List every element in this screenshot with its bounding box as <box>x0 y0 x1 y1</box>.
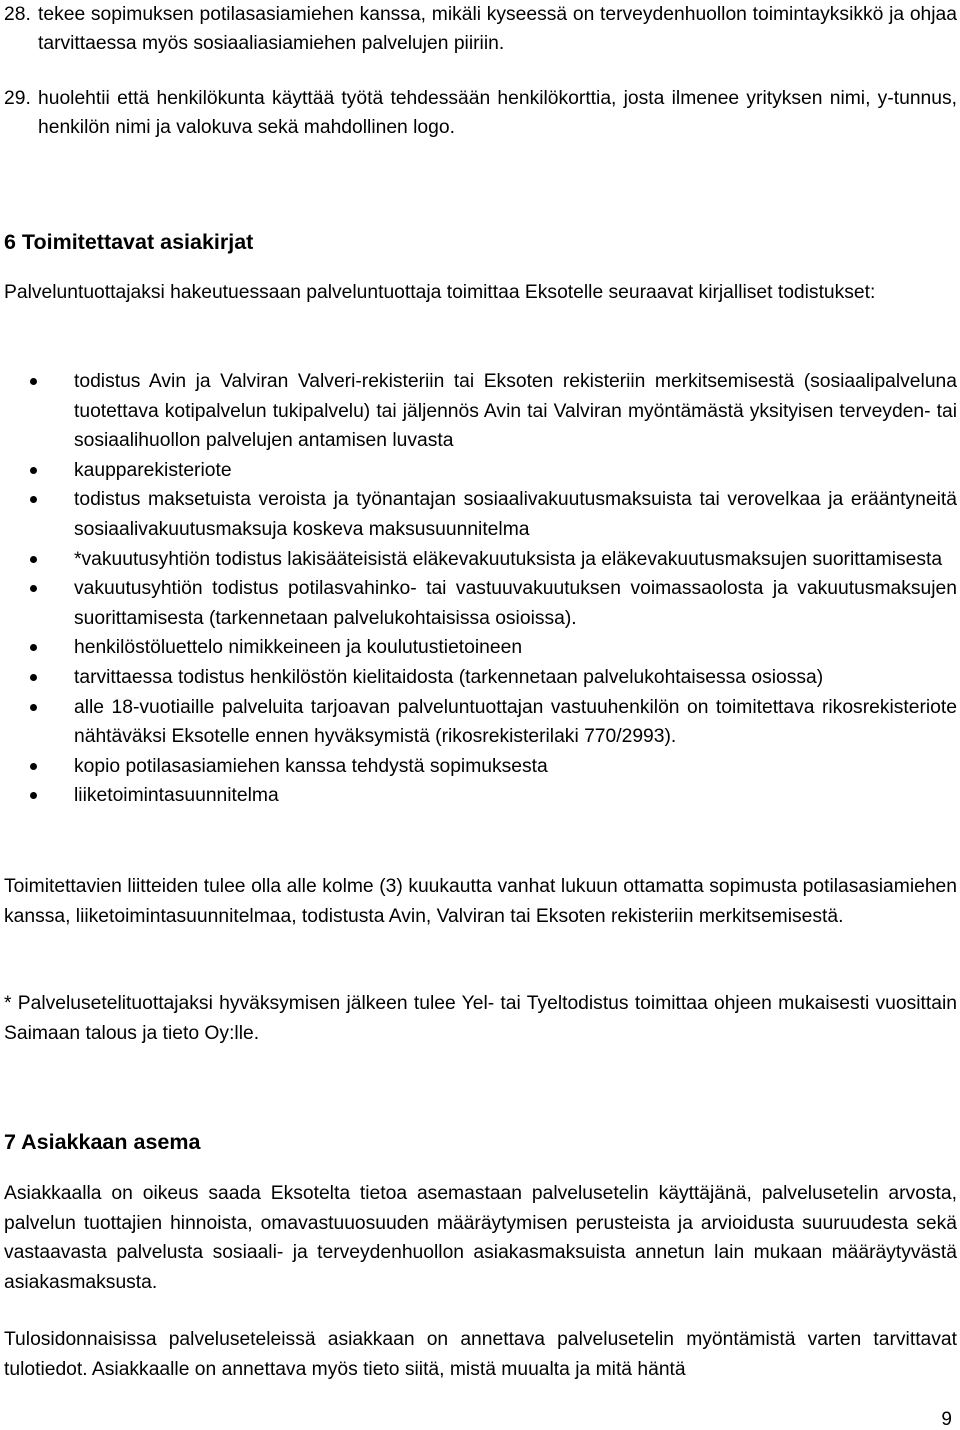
list-item: todistus maksetuista veroista ja työnantajan sosiaalivakuutusmaksuista tai verovelkaa ja erääntyneitä sosiaalivakuutusmaksuja koskeva maksusuunnitelma <box>4 485 957 544</box>
item-text: tekee sopimuksen potilasasiamiehen kanssa, mikäli kyseessä on terveydenhuollon toimintayksikkö ja ohjaa tarvittaessa myös sosiaaliasiamiehen palvelujen piiriin. <box>38 4 957 54</box>
bullet-icon <box>30 467 37 474</box>
section-7-heading: 7 Asiakkaan asema <box>4 1130 201 1154</box>
page-number: 9 <box>941 1409 952 1430</box>
bullet-icon <box>30 585 37 592</box>
bullet-icon <box>30 644 37 651</box>
section-7-paragraph-1: Asiakkaalla on oikeus saada Eksotelta tietoa asemastaan palvelusetelin käyttäjänä, palvelusetelin arvosta, palvelun tuottajien hinnoista, omavastuuosuuden määräytymisen perusteista ja arvioidusta suuruudesta sekä vastaavasta palvelusta sosiaali- ja terveydenhuollon asiakasmaksuista annetun lain mukaan määräytyvästä asiakasmaksusta. <box>4 1183 957 1293</box>
list-item: vakuutusyhtiön todistus potilasvahinko- tai vastuuvakuutuksen voimassaolosta ja vakuutusmaksujen suorittamisesta (tarkennetaan palvelukohtaisissa osioissa). <box>4 574 957 633</box>
bullet-icon <box>30 556 37 563</box>
bullet-icon <box>30 763 37 770</box>
note-paragraph: * Palvelusetelituottajaksi hyväksymisen jälkeen tulee Yel- tai Tyeltodistus toimittaa ohjeen mukaisesti vuosittain Saimaan talous ja tieto Oy:lle. <box>4 993 957 1044</box>
numbered-item-29 <box>4 84 957 142</box>
item-number: 28. <box>4 4 31 25</box>
bullet-icon <box>30 792 37 799</box>
list-item: tarvittaessa todistus henkilöstön kielitaidosta (tarkennetaan palvelukohtaisessa osiossa) <box>4 663 957 693</box>
bullet-icon <box>30 496 37 503</box>
list-item: todistus Avin ja Valviran Valveri-rekisteriin tai Eksoten rekisteriin merkitsemisestä (sosiaalipalveluna tuotettava kotipalvelun tukipalvelu) tai jäljennös Avin tai Valviran myöntämästä yksityisen terveyden- tai sosiaalihuollon palvelujen antamisen luvasta <box>4 367 957 456</box>
attachments-paragraph: Toimitettavien liitteiden tulee olla alle kolme (3) kuukautta vanhat lukuun ottamatta sopimusta potilasasiamiehen kanssa, liiketoimintasuunnitelmaa, todistusta Avin, Valviran tai Eksoten rekisteriin merkitsemisestä. <box>4 876 957 927</box>
item-number: 29. <box>4 88 31 109</box>
list-item: alle 18-vuotiaille palveluita tarjoavan palveluntuottajan vastuuhenkilön on toimitettava rikosrekisteriote nähtäväksi Eksotelle ennen hyväksymistä (rikosrekisterilaki 770/2993). <box>4 693 957 752</box>
item-text: huolehtii että henkilökunta käyttää työtä tehdessään henkilökorttia, josta ilmenee yrityksen nimi, y-tunnus, henkilön nimi ja valokuva sekä mahdollinen logo. <box>38 88 957 138</box>
document-list <box>4 367 957 811</box>
list-item: henkilöstöluettelo nimikkeineen ja koulutustietoineen <box>4 633 957 663</box>
section-7-paragraph-2: Tulosidonnaisissa palveluseteleissä asiakkaan on annettava palvelusetelin myöntämistä varten tarvittavat tulotiedot. Asiakkaalle on annettava myös tieto siitä, mistä muualta ja mitä häntä <box>4 1329 957 1380</box>
list-item: *vakuutusyhtiön todistus lakisääteisistä eläkevakuutuksista ja eläkevakuutusmaksujen suorittamisesta <box>4 545 957 575</box>
bullet-icon <box>30 704 37 711</box>
bullet-icon <box>30 378 37 385</box>
numbered-item-28 <box>4 0 957 58</box>
section-6-heading: 6 Toimitettavat asiakirjat <box>4 230 254 254</box>
section-6-intro: Palveluntuottajaksi hakeutuessaan palveluntuottaja toimittaa Eksotelle seuraavat kirjalliset todistukset: <box>4 282 876 303</box>
list-item: liiketoimintasuunnitelma <box>4 781 957 811</box>
bullet-icon <box>30 674 37 681</box>
list-item: kaupparekisteriote <box>4 456 957 486</box>
list-item: kopio potilasasiamiehen kanssa tehdystä sopimuksesta <box>4 752 957 782</box>
